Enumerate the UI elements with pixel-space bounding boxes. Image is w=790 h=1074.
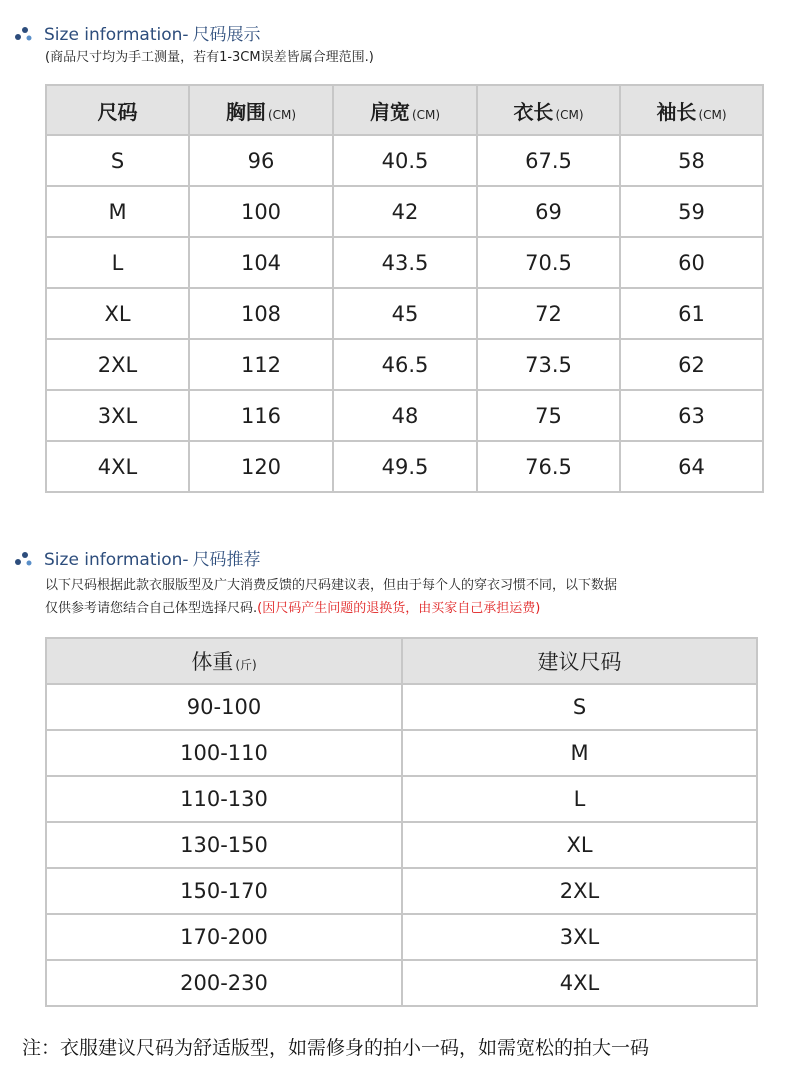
table-row xyxy=(46,776,757,822)
table-cell: 112 xyxy=(189,339,333,390)
table-cell: 4XL xyxy=(402,960,757,1006)
table-cell: 49.5 xyxy=(333,441,477,492)
table-row xyxy=(46,339,763,390)
table-cell: 3XL xyxy=(46,390,189,441)
table-cell: 72 xyxy=(477,288,620,339)
table-row xyxy=(46,960,757,1006)
table-cell: L xyxy=(46,237,189,288)
table-header-row xyxy=(46,85,763,135)
table-cell: 45 xyxy=(333,288,477,339)
section-title-cn: 尺码推荐 xyxy=(192,550,261,570)
table-cell: XL xyxy=(402,822,757,868)
size-recommendation-table xyxy=(45,637,758,1007)
table-cell: 42 xyxy=(333,186,477,237)
table-cell: 76.5 xyxy=(477,441,620,492)
column-header xyxy=(46,85,189,135)
table-row xyxy=(46,390,763,441)
table-cell: 200-230 xyxy=(46,960,402,1006)
column-header xyxy=(620,85,763,135)
table-cell: S xyxy=(46,135,189,186)
column-header xyxy=(333,85,477,135)
table-row xyxy=(46,237,763,288)
column-header xyxy=(402,638,757,684)
table-cell: 96 xyxy=(189,135,333,186)
section-size-display-heading xyxy=(14,20,261,45)
table-cell: 110-130 xyxy=(46,776,402,822)
column-header-unit: (CM) xyxy=(267,107,297,122)
table-cell: 116 xyxy=(189,390,333,441)
column-header-label: 袖长 xyxy=(656,99,697,124)
table-cell: 61 xyxy=(620,288,763,339)
table-cell: 63 xyxy=(620,390,763,441)
table-cell: 3XL xyxy=(402,914,757,960)
table-cell: 48 xyxy=(333,390,477,441)
measurement-note: (商品尺寸均为手工测量，若有1-3CM误差皆属合理范围.) xyxy=(45,50,374,65)
table-row xyxy=(46,868,757,914)
section-title xyxy=(44,20,261,45)
table-cell: 69 xyxy=(477,186,620,237)
column-header xyxy=(46,638,402,684)
table-row xyxy=(46,135,763,186)
table-cell: 58 xyxy=(620,135,763,186)
table-cell: L xyxy=(402,776,757,822)
table-header-row xyxy=(46,638,757,684)
size-chart-table xyxy=(45,84,764,493)
table-cell: 59 xyxy=(620,186,763,237)
table-cell: M xyxy=(46,186,189,237)
section-title-cn: 尺码展示 xyxy=(192,25,261,45)
footer-note: 注：衣服建议尺码为舒适版型，如需修身的拍小一码，如需宽松的拍大一码 xyxy=(22,1037,650,1059)
table-cell: 100 xyxy=(189,186,333,237)
column-header-unit: (斤) xyxy=(235,658,257,672)
table-row xyxy=(46,730,757,776)
column-header-label: 体重 xyxy=(191,650,234,674)
recommend-note-text: 仅供参考请您结合自己体型选择尺码. xyxy=(45,601,258,616)
table-cell: 75 xyxy=(477,390,620,441)
table-cell: 120 xyxy=(189,441,333,492)
column-header-label: 胸围 xyxy=(225,99,266,124)
table-cell: 104 xyxy=(189,237,333,288)
column-header-unit: (CM) xyxy=(698,107,727,122)
table-row xyxy=(46,914,757,960)
column-header-unit: (CM) xyxy=(411,107,441,122)
table-cell: 73.5 xyxy=(477,339,620,390)
section-size-recommend-heading xyxy=(14,545,261,570)
dots-icon xyxy=(14,550,36,566)
table-cell: 108 xyxy=(189,288,333,339)
section-title-en: Size information- xyxy=(44,550,189,570)
table-cell: 64 xyxy=(620,441,763,492)
table-cell: 90-100 xyxy=(46,684,402,730)
table-row xyxy=(46,186,763,237)
column-header-unit: (CM) xyxy=(555,107,584,122)
table-row xyxy=(46,684,757,730)
recommend-note-line2 xyxy=(45,597,540,616)
table-cell: 130-150 xyxy=(46,822,402,868)
table-cell: 170-200 xyxy=(46,914,402,960)
table-cell: M xyxy=(402,730,757,776)
table-cell: 46.5 xyxy=(333,339,477,390)
table-cell: 60 xyxy=(620,237,763,288)
table-row xyxy=(46,822,757,868)
column-header-label: 衣长 xyxy=(513,99,554,124)
table-cell: 67.5 xyxy=(477,135,620,186)
recommend-note-line1: 以下尺码根据此款衣服版型及广大消费反馈的尺码建议表，但由于每个人的穿衣习惯不同，以下数据 xyxy=(45,578,618,593)
section-title-en: Size information- xyxy=(44,25,189,45)
table-cell: 2XL xyxy=(402,868,757,914)
table-cell: 70.5 xyxy=(477,237,620,288)
column-header xyxy=(477,85,620,135)
table-cell: 150-170 xyxy=(46,868,402,914)
table-cell: 4XL xyxy=(46,441,189,492)
column-header-label: 尺码 xyxy=(97,99,138,124)
column-header-label: 肩宽 xyxy=(369,99,410,124)
table-cell: 2XL xyxy=(46,339,189,390)
column-header-label: 建议尺码 xyxy=(537,650,622,674)
dots-icon xyxy=(14,25,36,41)
table-cell: 43.5 xyxy=(333,237,477,288)
return-shipping-warning: (因尺码产生问题的退换货，由买家自己承担运费) xyxy=(257,601,541,616)
table-cell: 62 xyxy=(620,339,763,390)
table-row xyxy=(46,441,763,492)
table-cell: 100-110 xyxy=(46,730,402,776)
table-cell: XL xyxy=(46,288,189,339)
column-header xyxy=(189,85,333,135)
table-cell: S xyxy=(402,684,757,730)
table-row xyxy=(46,288,763,339)
section-title xyxy=(44,545,261,570)
table-cell: 40.5 xyxy=(333,135,477,186)
